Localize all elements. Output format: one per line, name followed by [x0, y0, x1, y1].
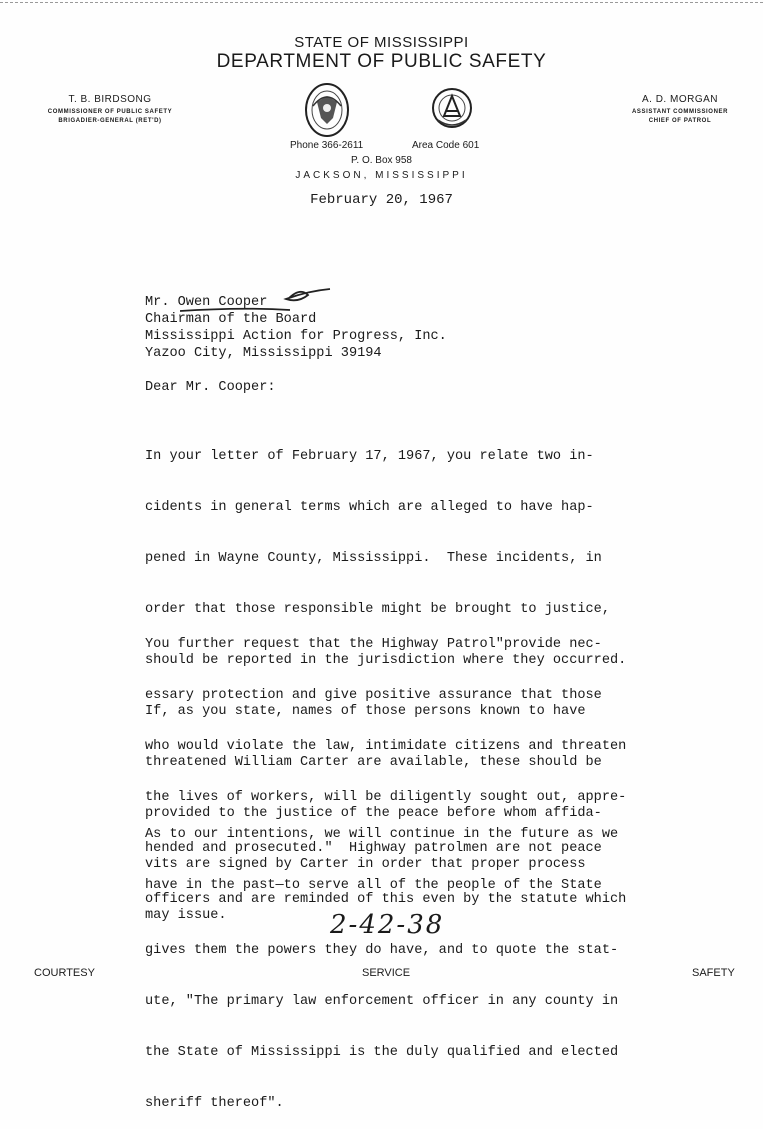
paragraph-line: have in the past—to serve all of the people of the State — [145, 878, 602, 893]
paragraph-line: officers and are reminded of this even by the statute which — [145, 892, 627, 907]
assistant-commissioner-title: ASSISTANT COMMISSIONER — [631, 109, 729, 115]
paragraph-line: the State of Mississippi is the duly qualified and elected — [145, 1045, 619, 1060]
paragraph-line: ute, "The primary law enforcement officer in any county in — [145, 994, 619, 1009]
top-edge-dashes — [0, 2, 763, 3]
letter-date: February 20, 1967 — [310, 192, 453, 208]
paragraph-line: threatened William Carter are available, these should be — [145, 755, 602, 770]
recipient-address: Yazoo City, Mississippi 39194 — [145, 346, 382, 361]
salutation: Dear Mr. Cooper: — [145, 380, 276, 395]
paragraph-line: the lives of workers, will be diligently sought out, appre- — [145, 790, 627, 805]
handwritten-file-number: 2-42-38 — [330, 910, 445, 940]
patrol-badge-icon — [430, 84, 474, 132]
paragraph-line: essary protection and give positive assurance that those — [145, 688, 602, 703]
footer-service: SERVICE — [362, 967, 411, 979]
paragraph-line: order that those responsible might be brought to justice, — [145, 602, 610, 617]
city-state: JACKSON, MISSISSIPPI — [295, 170, 468, 181]
recipient-name: Mr. Owen Cooper — [145, 295, 268, 310]
commissioner-title: COMMISSIONER OF PUBLIC SAFETY — [47, 109, 173, 115]
paragraph-line: In your letter of February 17, 1967, you relate two in- — [145, 449, 594, 464]
paragraph-line: cidents in general terms which are alleged to have hap- — [145, 500, 594, 515]
paragraph-line: who would violate the law, intimidate citizens and threaten — [145, 739, 627, 754]
paragraph-line: gives them the powers they do have, and to quote the stat- — [145, 943, 619, 958]
commissioner-block — [20, 94, 200, 126]
recipient-organization: Mississippi Action for Progress, Inc. — [145, 329, 447, 344]
chief-of-patrol-title: CHIEF OF PATROL — [648, 118, 712, 124]
paragraph-line: If, as you state, names of those persons known to have — [145, 704, 586, 719]
paragraph-line: may issue. — [145, 908, 227, 923]
paragraph-line: pened in Wayne County, Mississippi. These incidents, in — [145, 551, 602, 566]
paragraph-line: As to our intentions, we will continue in the future as we — [145, 827, 619, 842]
assistant-commissioner-name: A. D. MORGAN — [641, 94, 718, 105]
area-code: Area Code 601 — [412, 140, 480, 151]
paragraph-line: vits are signed by Carter in order that proper process — [145, 857, 586, 872]
paragraph-line: sheriff thereof". — [145, 1096, 284, 1111]
footer-safety: SAFETY — [692, 967, 735, 979]
paragraph-three — [145, 792, 705, 911]
commissioner-rank: BRIGADIER-GENERAL (RET'D) — [58, 118, 162, 124]
commissioner-name: T. B. BIRDSONG — [68, 94, 152, 105]
po-box: P. O. Box 958 — [351, 155, 412, 166]
phone-number: Phone 366-2611 — [290, 140, 364, 151]
assistant-commissioner-block — [600, 94, 760, 126]
paragraph-line: hended and prosecuted." Highway patrolmen are not peace — [145, 841, 602, 856]
department-heading: DEPARTMENT OF PUBLIC SAFETY — [216, 51, 547, 72]
recipient-title: Chairman of the Board — [145, 312, 317, 327]
paragraph-line: should be reported in the jurisdiction where they occurred. — [145, 653, 627, 668]
state-seal-icon — [303, 82, 351, 138]
state-heading: STATE OF MISSISSIPPI — [294, 34, 469, 51]
footer-courtesy: COURTESY — [34, 967, 95, 979]
paragraph-line: You further request that the Highway Patrol"provide nec- — [145, 637, 602, 652]
paragraph-line: provided to the justice of the peace before whom affida- — [145, 806, 602, 821]
